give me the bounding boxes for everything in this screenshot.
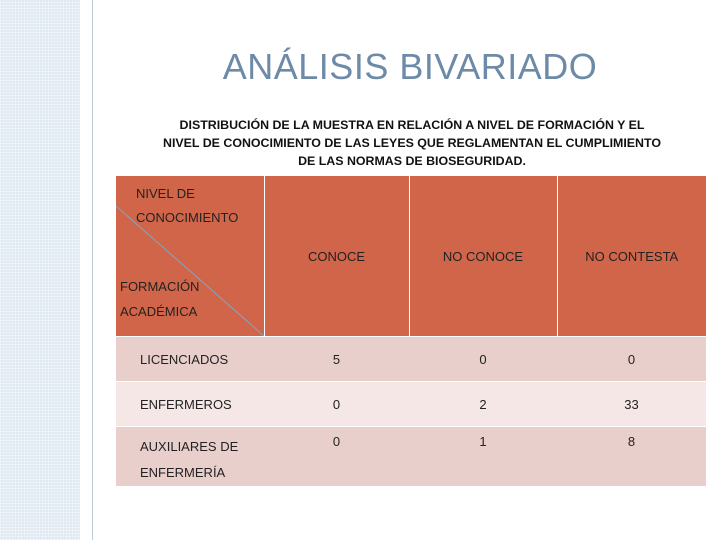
distribution-table xyxy=(116,176,706,487)
decorative-side-bar xyxy=(0,0,80,540)
column-header-no-contesta: NO CONTESTA xyxy=(557,176,706,337)
corner-header-cell xyxy=(116,176,264,337)
subtitle-line: NIVEL DE CONOCIMIENTO DE LAS LEYES QUE REGLAMENTAN EL CUMPLIMIENTO xyxy=(163,136,661,150)
cell-value: 0 xyxy=(409,337,557,382)
row-label: ENFERMEROS xyxy=(116,382,264,427)
cell-value: 0 xyxy=(264,382,409,427)
cell-value: 5 xyxy=(264,337,409,382)
corner-column-axis-label xyxy=(136,182,238,230)
cell-value: 0 xyxy=(557,337,706,382)
column-header-no-conoce: NO CONOCE xyxy=(409,176,557,337)
column-header-conoce: CONOCE xyxy=(264,176,409,337)
table-row xyxy=(116,382,706,427)
subtitle-line: DE LAS NORMAS DE BIOSEGURIDAD. xyxy=(298,154,526,168)
corner-bottom-line: ACADÉMICA xyxy=(120,304,198,319)
cell-value: 1 xyxy=(409,427,557,487)
row-label-line: AUXILIARES DE xyxy=(140,439,239,454)
corner-top-line: NIVEL DE xyxy=(136,186,195,201)
cell-value: 8 xyxy=(557,427,706,487)
cell-value: 0 xyxy=(264,427,409,487)
table-row xyxy=(116,337,706,382)
cell-value: 33 xyxy=(557,382,706,427)
decorative-side-line xyxy=(92,0,93,540)
subtitle-line: DISTRIBUCIÓN DE LA MUESTRA EN RELACIÓN A NIVEL DE FORMACIÓN Y EL xyxy=(179,118,645,132)
row-label-line: ENFERMERÍA xyxy=(140,465,226,480)
table-header-row xyxy=(116,176,706,337)
slide-title: ANÁLISIS BIVARIADO xyxy=(222,46,598,87)
corner-bottom-line: FORMACIÓN xyxy=(120,279,200,294)
cell-value: 2 xyxy=(409,382,557,427)
row-label: LICENCIADOS xyxy=(116,337,264,382)
slide-subtitle xyxy=(112,116,712,170)
corner-top-line: CONOCIMIENTO xyxy=(136,210,239,225)
row-label xyxy=(116,427,264,487)
corner-row-axis-label xyxy=(120,274,199,324)
table-row xyxy=(116,427,706,487)
